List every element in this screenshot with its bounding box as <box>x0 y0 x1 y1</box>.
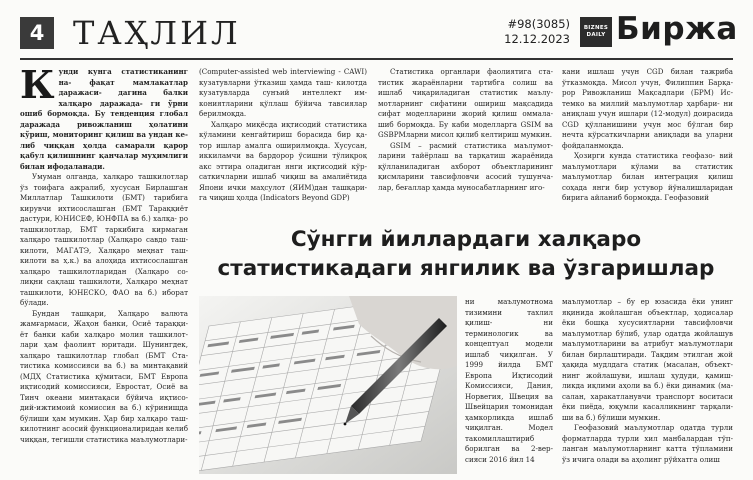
article-column-4 <box>562 67 733 222</box>
brand-logo-badge: BIZNES DAILY <box>580 17 612 47</box>
paragraph: Ҳозирги кунда статистика геофазо- вий маълумотлари кўлами ва статистик маълумотлар билан интеграция қилиш соҳада янги бир устувор йўналишларидан бирига айланиб бормоқда. Геофазовий <box>562 151 733 202</box>
issue-number: #98(3085) <box>507 17 570 31</box>
issue-info <box>480 17 570 47</box>
article-headline <box>199 225 733 283</box>
article-lead <box>20 67 188 172</box>
header-rule <box>20 58 733 60</box>
page-number: 4 <box>20 17 54 49</box>
paragraph: маълумотлар – бу ер юзасида ёки унинг яқинида жойлашган объектлар, ҳодисалар ёки бошқа хусусиятларни тавсифловчи маълумотлар бўлиб, улар одатда жойлашув маълумотларини ва атрибут маълумотлари билан бирлаштиради. Тақдим этилган жой ҳақида мудлдага статик (масалан, объект- нинг жойлашуви, ишлаш ҳудуди, қамиш- ликда иқлими аҳоли ва б.) ёки динамик (ма- салан, харакатланувчи транспорт воситаси ёки пиёда, юқумли касалликнинг тарқали- ши ва б.) бўлиши мумкин. <box>562 297 733 422</box>
article-column-3 <box>378 67 553 222</box>
paragraph: Статистика органлари фаолиятига ста- тистик жараёнларни тартибга солиш ва ишлаб чиқариладиган статистик маълу- мотларнинг сифатини ошириш мақсадида сифат моделларини жорий қилиш оммала- шиб бормоқда. Бу каби моделларга GSIM ва GSBPMларни мисол қилиб келтириш мумкин. <box>378 67 553 139</box>
lead-text: унди кунга статистиканинг на- фақат мамлакатлар даражаси- дагина балки халқаро даражада- ги ўрни ошиб бормоқда. Бу тенденция глобал даражада ривожланиш ҳолатини кўриш, мониторинг қилиш ва ундан ке- либ чиққан ҳолда самарали қарор қабул қилишнинг қанчалар муҳимлиги билан ифодаланади. <box>20 67 188 171</box>
issue-date: 12.12.2023 <box>504 32 570 46</box>
paragraph: GSIM – расмий статистика маълумот- ларини тайёрлаш ва тарқатиш жараёнида қўлланиладиган ахборот объектларининг қисмларини тавсифловчи асосий тушунча- лар, беғаллар ҳамда муносабатларнинг иго- <box>378 140 553 192</box>
article-column-2 <box>199 67 367 222</box>
headline-line-1: Сўнгги йиллардаги халқаро <box>290 227 642 252</box>
paragraph: (Computer-assisted web interviewing - CAWI) кузатувларни ўтказиш ҳамда таш- килотда кузатувларда сунъий интеллект им- кониятларини қўллаш бўйича тавсиялар берилмоқда. <box>199 67 367 118</box>
article-column-1 <box>20 67 188 477</box>
headline-line-2: статистикадаги янгилик ва ўзгаришлар <box>217 256 715 281</box>
brand-logo-word: Биржа <box>616 11 738 47</box>
section-title: ТАҲЛИЛ <box>73 14 241 52</box>
paragraph: Геофазовий маълумотлар одатда турли форматларда турли хил манбалардан тўп- ланган маълумотларнинг катта тўпламини ўз ичига олади ва аҳолинг рўйхатга олиш <box>562 423 733 464</box>
paragraph: ни маълумотнома тизимини тахлил қилиш- ни терминологик ва концептуал модели ишлаб чиқилган. У 1999 йилда БМТ Европа Иқтисодий Комиссияси, Дания, Норвегия, Швеция ва Швейцария томонидан ҳамкорликда ишлаб чиқилган. Модел такомиллаштириб борилган ва 2-вер- сияси 2016 йил 14 <box>465 297 553 464</box>
article-column-4-continued <box>562 297 733 477</box>
drop-cap: К <box>20 67 55 107</box>
article-photo <box>199 296 457 474</box>
paragraph: Халқаро миқёсда иқтисодий статистика кўламини кенгайтириш борасида бир қа- тор ишлар амалга оширилмоқда. Хусусан, иккиламчи ва бардорор ўсишни тўлиқроқ акс эттира оладиган янги иқтисодий кўр- саткичларни ишлаб чиқиш ва амалиётида Япони ички маҳсулот (ЯИМ)дан ташқари- га чиқиш ҳолда (Indicators Beyond GDP) <box>199 119 367 202</box>
article-column-3-continued <box>465 297 553 477</box>
paragraph: Умуман олганда, халқаро ташкилотлар ўз тоифага ажралиб, хусусан Бирлашган Миллатлар Ташкилоти (БМТ) тарибига кирувчи ихтисослашган (БМТ Тараққиёт дастури, ЮНИСЕФ, ЮНФПА ва б.) халқа- ро ташкилотлар, БМТ таркибига кирмаган халқаро ташкилотлар (Халқаро савдо таш- килоти, МАГАТЭ, Халқаро меҳнат таш- килоти ва ҳ.к.) ва алоҳида ихтисослашган халқаро ташкилотларидан (Халқаро со- лиқни сақлаш ташкилоти, Халқаро меҳнат ташкилоти, ЮНЕСКО, ФАО ва б.) иборат бўлади. <box>20 172 188 307</box>
paragraph: Бундан ташқари, Халқаро валюта жамғармаси, Жаҳон банки, Осиё тараққи- ёт банки каби халқаро молия ташкилот- лари ҳам фаолият юритади. Шунингдек, халқаро ташкилотлар глобал (БМТ Ста- тистика комиссияси ва б.) ва минтақавий (МДҲ Статистика қўмитаси, БМТ Европа иқтисодий комиссияси, Евростат, Осиё ва Тинч океани минтақаси бўйича иқтисо- дий-ижтимоий комиссия ва б.) кўринишда бўлиши ҳам мумкин. Ҳар бир халқаро таш- килотнинг асосий функционалиридан келиб чиққан, тегишли статистика маълумотлари- <box>20 308 188 444</box>
paragraph: кани ишлаш учун CGD билан тажриба ўтказмоқда. Мисол учун, Филиппин Барқа- рор Ривожланиш Мақсадлари (БРМ) Ис- темко ва миллий маълумотлар ҳарбари- ни аниқлаш учун ишлари (12-модул) доирасида CGD қўлланишини учун мос бўлган бир нечта кўрсаткичларни аниқлади ва уларни фойдаланмоқда. <box>562 67 733 150</box>
